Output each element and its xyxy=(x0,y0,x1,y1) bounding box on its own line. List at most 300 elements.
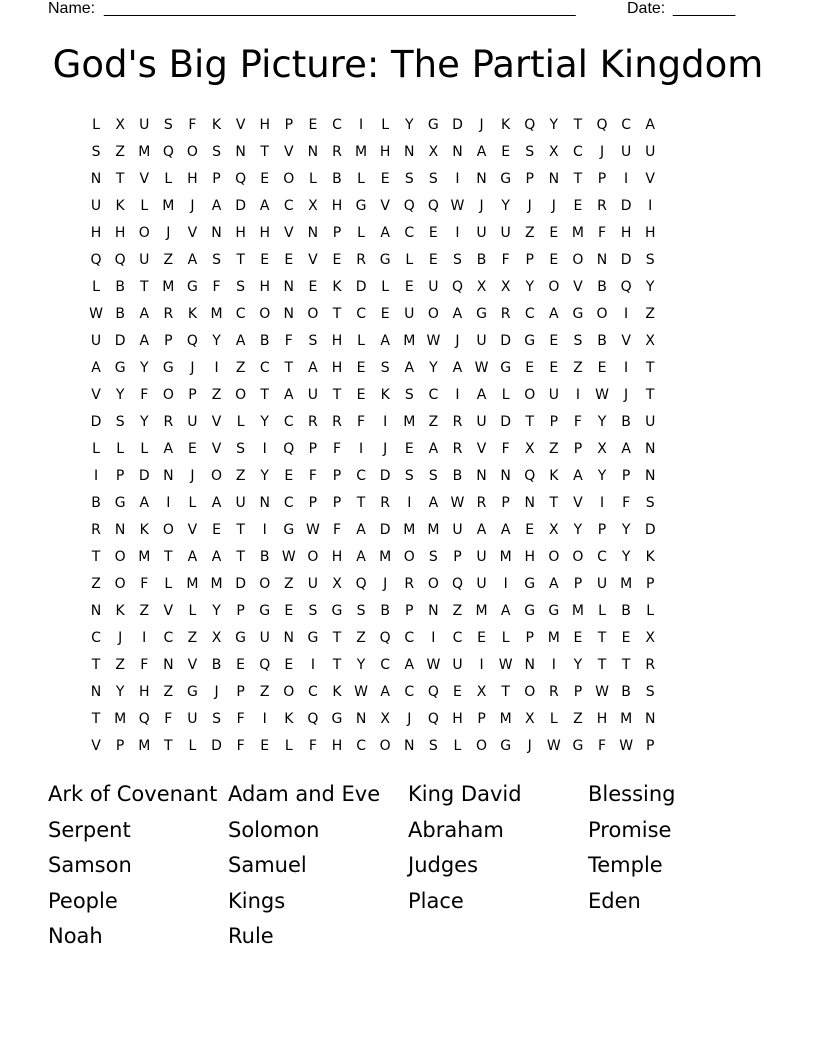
grid-letter[interactable]: O xyxy=(114,549,126,565)
grid-letter[interactable]: L xyxy=(501,387,510,403)
grid-letter[interactable]: Z xyxy=(163,684,174,700)
grid-letter[interactable]: C xyxy=(404,630,415,646)
grid-letter[interactable]: J xyxy=(190,360,195,376)
grid-letter[interactable]: U xyxy=(139,252,150,268)
grid-letter[interactable]: K xyxy=(501,117,511,133)
grid-letter[interactable]: W xyxy=(474,360,489,376)
grid-letter[interactable]: N xyxy=(90,684,102,700)
grid-letter[interactable]: P xyxy=(212,171,221,187)
grid-letter[interactable]: U xyxy=(187,711,198,727)
grid-letter[interactable]: I xyxy=(166,495,171,511)
grid-letter[interactable]: L xyxy=(381,279,390,295)
grid-letter[interactable]: O xyxy=(307,549,319,565)
grid-letter[interactable]: C xyxy=(356,738,366,754)
grid-letter[interactable]: O xyxy=(427,576,439,592)
grid-letter[interactable]: Y xyxy=(212,333,221,349)
grid-letter[interactable]: R xyxy=(91,522,101,538)
grid-letter[interactable]: Y xyxy=(115,684,125,700)
grid-letter[interactable]: L xyxy=(357,171,365,187)
grid-letter[interactable]: L xyxy=(188,738,197,754)
grid-letter[interactable]: O xyxy=(307,306,319,322)
grid-letter[interactable]: L xyxy=(598,603,606,619)
grid-letter[interactable]: N xyxy=(644,441,656,457)
grid-letter[interactable]: I xyxy=(359,117,364,133)
grid-letter[interactable]: S xyxy=(115,414,125,430)
grid-letter[interactable]: T xyxy=(332,306,342,322)
grid-letter[interactable]: F xyxy=(332,522,342,538)
grid-letter[interactable]: S xyxy=(645,684,655,700)
grid-letter[interactable]: E xyxy=(284,252,294,268)
grid-letter[interactable]: E xyxy=(501,144,511,160)
grid-letter[interactable]: B xyxy=(380,603,390,619)
grid-letter[interactable]: F xyxy=(622,495,631,511)
grid-letter[interactable]: I xyxy=(455,225,460,241)
grid-letter[interactable]: N xyxy=(404,738,415,754)
grid-letter[interactable]: A xyxy=(428,495,439,511)
grid-letter[interactable]: X xyxy=(308,198,318,214)
grid-letter[interactable]: T xyxy=(549,495,559,511)
grid-letter[interactable]: I xyxy=(455,387,460,403)
grid-letter[interactable]: T xyxy=(260,144,269,160)
grid-letter[interactable]: J xyxy=(166,225,171,241)
grid-letter[interactable]: K xyxy=(187,306,198,322)
grid-letter[interactable]: A xyxy=(356,549,366,565)
grid-letter[interactable]: M xyxy=(162,198,175,214)
grid-letter[interactable]: P xyxy=(573,441,583,457)
grid-letter[interactable]: U xyxy=(476,414,487,430)
grid-letter[interactable]: F xyxy=(308,738,317,754)
grid-letter[interactable]: C xyxy=(621,117,631,133)
grid-letter[interactable]: E xyxy=(356,360,366,376)
grid-letter[interactable]: R xyxy=(308,414,318,430)
grid-letter[interactable]: C xyxy=(283,198,294,214)
grid-letter[interactable]: E xyxy=(380,171,390,187)
grid-letter[interactable]: Q xyxy=(235,171,247,187)
grid-letter[interactable]: M xyxy=(620,576,633,592)
grid-letter[interactable]: Z xyxy=(187,630,198,646)
grid-letter[interactable]: P xyxy=(236,603,245,619)
grid-letter[interactable]: S xyxy=(404,387,414,403)
grid-letter[interactable]: L xyxy=(453,738,462,754)
grid-letter[interactable]: W xyxy=(450,198,465,214)
grid-letter[interactable]: D xyxy=(355,279,367,295)
grid-letter[interactable]: H xyxy=(524,549,535,565)
grid-letter[interactable]: Z xyxy=(259,684,270,700)
grid-letter[interactable]: U xyxy=(645,414,656,430)
grid-letter[interactable]: N xyxy=(476,171,487,187)
grid-letter[interactable]: M xyxy=(138,738,151,754)
grid-letter[interactable]: S xyxy=(236,441,246,457)
grid-letter[interactable]: I xyxy=(262,441,267,457)
grid-letter[interactable]: S xyxy=(163,117,173,133)
grid-letter[interactable]: S xyxy=(645,252,655,268)
grid-letter[interactable]: W xyxy=(426,333,441,349)
grid-letter[interactable]: W xyxy=(450,495,465,511)
grid-letter[interactable]: U xyxy=(235,495,246,511)
grid-letter[interactable]: I xyxy=(93,468,99,484)
grid-letter[interactable]: G xyxy=(186,279,198,295)
grid-letter[interactable]: C xyxy=(404,225,415,241)
grid-letter[interactable]: M xyxy=(379,549,392,565)
grid-letter[interactable]: A xyxy=(645,117,655,133)
grid-letter[interactable]: U xyxy=(90,333,102,349)
grid-letter[interactable]: L xyxy=(284,738,293,754)
grid-letter[interactable]: Z xyxy=(452,603,463,619)
grid-letter[interactable]: N xyxy=(596,252,608,268)
grid-letter[interactable]: E xyxy=(597,360,607,376)
grid-letter[interactable]: Q xyxy=(379,630,391,646)
grid-letter[interactable]: Q xyxy=(451,576,463,592)
grid-letter[interactable]: N xyxy=(476,468,487,484)
grid-letter[interactable]: L xyxy=(92,279,100,295)
grid-letter[interactable]: L xyxy=(381,117,390,133)
grid-letter[interactable]: A xyxy=(573,468,583,484)
grid-letter[interactable]: L xyxy=(357,333,365,349)
grid-letter[interactable]: L xyxy=(357,225,365,241)
grid-letter[interactable]: A xyxy=(284,387,294,403)
grid-letter[interactable]: K xyxy=(139,522,149,538)
grid-letter[interactable]: H xyxy=(620,225,632,241)
grid-letter[interactable]: H xyxy=(452,711,463,727)
grid-letter[interactable]: E xyxy=(477,630,486,646)
grid-letter[interactable]: X xyxy=(115,117,125,133)
date-field-line[interactable]: _______ xyxy=(673,0,736,17)
grid-letter[interactable]: V xyxy=(91,387,101,403)
grid-letter[interactable]: P xyxy=(525,252,534,268)
grid-letter[interactable]: Y xyxy=(573,522,583,538)
grid-letter[interactable]: E xyxy=(404,441,414,457)
grid-letter[interactable]: B xyxy=(332,171,342,187)
grid-letter[interactable]: I xyxy=(431,630,436,646)
grid-letter[interactable]: B xyxy=(621,684,631,700)
grid-letter[interactable]: S xyxy=(212,144,221,160)
grid-letter[interactable]: Z xyxy=(549,441,559,457)
grid-letter[interactable]: X xyxy=(476,279,487,295)
grid-letter[interactable]: D xyxy=(500,333,512,349)
grid-letter[interactable]: S xyxy=(236,279,246,295)
grid-letter[interactable]: H xyxy=(259,225,270,241)
grid-letter[interactable]: G xyxy=(355,198,367,214)
grid-letter[interactable]: D xyxy=(138,468,150,484)
grid-letter[interactable]: A xyxy=(500,522,511,538)
grid-letter[interactable]: D xyxy=(452,117,463,133)
grid-letter[interactable]: X xyxy=(500,279,511,295)
grid-letter[interactable]: I xyxy=(383,414,388,430)
grid-letter[interactable]: U xyxy=(452,657,463,673)
grid-letter[interactable]: X xyxy=(332,576,342,592)
grid-letter[interactable]: P xyxy=(525,171,534,187)
grid-letter[interactable]: A xyxy=(428,441,439,457)
grid-letter[interactable]: R xyxy=(332,414,342,430)
grid-letter[interactable]: C xyxy=(259,360,270,376)
grid-letter[interactable]: X xyxy=(428,144,439,160)
grid-letter[interactable]: R xyxy=(163,306,174,322)
grid-letter[interactable]: Y xyxy=(597,414,607,430)
grid-letter[interactable]: K xyxy=(211,117,222,133)
grid-letter[interactable]: A xyxy=(476,387,487,403)
grid-letter[interactable]: Z xyxy=(235,360,246,376)
grid-letter[interactable]: Z xyxy=(284,576,294,592)
grid-letter[interactable]: R xyxy=(332,144,342,160)
grid-letter[interactable]: S xyxy=(428,468,438,484)
grid-letter[interactable]: D xyxy=(500,414,512,430)
grid-letter[interactable]: I xyxy=(648,198,653,214)
grid-letter[interactable]: Z xyxy=(115,657,125,673)
grid-letter[interactable]: G xyxy=(186,684,198,700)
grid-letter[interactable]: D xyxy=(235,576,246,592)
grid-letter[interactable]: E xyxy=(549,225,559,241)
grid-letter[interactable]: E xyxy=(236,657,246,673)
grid-letter[interactable]: F xyxy=(501,252,510,268)
grid-letter[interactable]: I xyxy=(262,711,267,727)
grid-letter[interactable]: P xyxy=(621,468,631,484)
grid-letter[interactable]: A xyxy=(380,684,390,700)
grid-letter[interactable]: I xyxy=(455,171,460,187)
grid-letter[interactable]: B xyxy=(621,603,631,619)
grid-letter[interactable]: X xyxy=(211,630,222,646)
grid-letter[interactable]: B xyxy=(597,333,607,349)
grid-letter[interactable]: L xyxy=(116,441,125,457)
grid-letter[interactable]: I xyxy=(479,657,484,673)
grid-letter[interactable]: W xyxy=(619,738,634,754)
grid-letter[interactable]: I xyxy=(624,306,629,322)
grid-letter[interactable]: D xyxy=(379,468,391,484)
grid-letter[interactable]: L xyxy=(236,414,245,430)
grid-letter[interactable]: J xyxy=(479,198,484,214)
grid-letter[interactable]: N xyxy=(211,225,222,241)
grid-letter[interactable]: V xyxy=(573,495,583,511)
grid-letter[interactable]: G xyxy=(548,603,560,619)
grid-letter[interactable]: D xyxy=(114,333,126,349)
grid-letter[interactable]: H xyxy=(90,225,102,241)
grid-letter[interactable]: S xyxy=(356,603,366,619)
grid-letter[interactable]: A xyxy=(139,306,150,322)
grid-letter[interactable]: F xyxy=(597,225,607,241)
grid-letter[interactable]: L xyxy=(164,576,173,592)
grid-letter[interactable]: U xyxy=(548,387,559,403)
grid-letter[interactable]: X xyxy=(524,441,535,457)
grid-letter[interactable]: Y xyxy=(260,414,269,430)
grid-letter[interactable]: Q xyxy=(524,468,536,484)
grid-letter[interactable]: E xyxy=(284,603,294,619)
grid-letter[interactable]: I xyxy=(575,387,580,403)
grid-letter[interactable]: T xyxy=(501,684,510,700)
grid-letter[interactable]: Y xyxy=(212,603,221,619)
grid-letter[interactable]: Z xyxy=(235,468,246,484)
grid-letter[interactable]: J xyxy=(214,684,219,700)
grid-letter[interactable]: O xyxy=(476,738,488,754)
grid-letter[interactable]: O xyxy=(572,252,584,268)
grid-letter[interactable]: O xyxy=(114,576,126,592)
grid-letter[interactable]: U xyxy=(645,144,656,160)
grid-letter[interactable]: F xyxy=(332,441,342,457)
grid-letter[interactable]: J xyxy=(624,387,629,403)
grid-letter[interactable]: V xyxy=(284,144,294,160)
grid-letter[interactable]: C xyxy=(308,684,318,700)
grid-letter[interactable]: P xyxy=(332,495,342,511)
grid-letter[interactable]: L xyxy=(164,171,173,187)
grid-letter[interactable]: U xyxy=(428,279,439,295)
grid-letter[interactable]: Z xyxy=(91,576,101,592)
grid-letter[interactable]: B xyxy=(259,333,270,349)
grid-letter[interactable]: O xyxy=(283,684,295,700)
grid-letter[interactable]: E xyxy=(453,684,462,700)
grid-letter[interactable]: I xyxy=(359,441,364,457)
grid-letter[interactable]: V xyxy=(476,441,487,457)
grid-letter[interactable]: O xyxy=(548,279,560,295)
grid-letter[interactable]: L xyxy=(140,441,149,457)
grid-letter[interactable]: Y xyxy=(597,468,607,484)
grid-letter[interactable]: W xyxy=(546,738,561,754)
grid-letter[interactable]: E xyxy=(549,333,559,349)
grid-letter[interactable]: G xyxy=(283,522,295,538)
grid-letter[interactable]: U xyxy=(307,576,319,592)
grid-letter[interactable]: U xyxy=(139,117,150,133)
grid-letter[interactable]: N xyxy=(163,657,174,673)
grid-letter[interactable]: A xyxy=(452,306,463,322)
grid-letter[interactable]: T xyxy=(236,252,245,268)
grid-letter[interactable]: M xyxy=(138,549,151,565)
grid-letter[interactable]: N xyxy=(644,711,656,727)
grid-letter[interactable]: K xyxy=(380,387,390,403)
grid-letter[interactable]: I xyxy=(310,657,315,673)
grid-letter[interactable]: O xyxy=(162,522,174,538)
grid-letter[interactable]: D xyxy=(235,198,246,214)
grid-letter[interactable]: J xyxy=(383,441,388,457)
grid-letter[interactable]: Q xyxy=(186,333,198,349)
grid-letter[interactable]: U xyxy=(259,630,270,646)
grid-letter[interactable]: Y xyxy=(115,387,125,403)
grid-letter[interactable]: I xyxy=(214,360,219,376)
grid-letter[interactable]: Z xyxy=(115,144,125,160)
grid-letter[interactable]: A xyxy=(476,522,487,538)
grid-letter[interactable]: K xyxy=(115,198,125,214)
grid-letter[interactable]: Y xyxy=(573,657,583,673)
grid-letter[interactable]: Z xyxy=(573,360,583,376)
grid-letter[interactable]: U xyxy=(476,549,487,565)
grid-letter[interactable]: C xyxy=(163,630,174,646)
grid-letter[interactable]: H xyxy=(138,684,150,700)
grid-letter[interactable]: Y xyxy=(501,198,510,214)
grid-letter[interactable]: F xyxy=(164,711,173,727)
grid-letter[interactable]: U xyxy=(307,387,319,403)
grid-letter[interactable]: I xyxy=(407,495,412,511)
grid-letter[interactable]: W xyxy=(305,522,320,538)
grid-letter[interactable]: N xyxy=(163,468,174,484)
grid-letter[interactable]: W xyxy=(281,549,296,565)
grid-letter[interactable]: V xyxy=(645,171,655,187)
grid-letter[interactable]: E xyxy=(308,117,318,133)
grid-letter[interactable]: C xyxy=(573,144,583,160)
grid-letter[interactable]: H xyxy=(259,117,270,133)
grid-letter[interactable]: J xyxy=(383,576,388,592)
grid-letter[interactable]: P xyxy=(645,738,655,754)
grid-letter[interactable]: O xyxy=(283,171,295,187)
grid-letter[interactable]: M xyxy=(138,144,151,160)
grid-letter[interactable]: B xyxy=(476,252,487,268)
grid-letter[interactable]: Q xyxy=(403,198,415,214)
grid-letter[interactable]: T xyxy=(91,549,101,565)
grid-letter[interactable]: Y xyxy=(645,279,655,295)
grid-letter[interactable]: K xyxy=(332,684,342,700)
grid-letter[interactable]: T xyxy=(236,549,245,565)
grid-letter[interactable]: F xyxy=(140,657,149,673)
grid-letter[interactable]: T xyxy=(356,495,366,511)
grid-letter[interactable]: C xyxy=(380,657,391,673)
grid-letter[interactable]: Z xyxy=(645,306,655,322)
grid-letter[interactable]: N xyxy=(90,603,102,619)
grid-letter[interactable]: V xyxy=(187,522,198,538)
grid-letter[interactable]: J xyxy=(527,738,532,754)
grid-letter[interactable]: C xyxy=(428,387,439,403)
grid-letter[interactable]: D xyxy=(379,522,391,538)
grid-letter[interactable]: A xyxy=(211,198,222,214)
grid-letter[interactable]: K xyxy=(115,603,125,619)
grid-letter[interactable]: V xyxy=(139,171,150,187)
grid-letter[interactable]: K xyxy=(645,549,655,565)
grid-letter[interactable]: M xyxy=(114,711,127,727)
grid-letter[interactable]: J xyxy=(190,198,195,214)
grid-letter[interactable]: O xyxy=(162,387,174,403)
grid-letter[interactable]: W xyxy=(89,306,103,322)
grid-letter[interactable]: T xyxy=(139,279,149,295)
grid-letter[interactable]: G xyxy=(114,495,126,511)
grid-letter[interactable]: O xyxy=(379,738,391,754)
grid-letter[interactable]: U xyxy=(476,225,487,241)
grid-letter[interactable]: G xyxy=(500,171,512,187)
grid-letter[interactable]: Z xyxy=(163,252,174,268)
name-field-line[interactable]: _____________________________________________________ xyxy=(104,0,576,17)
grid-letter[interactable]: Y xyxy=(549,117,559,133)
grid-letter[interactable]: F xyxy=(140,576,149,592)
grid-letter[interactable]: M xyxy=(403,522,416,538)
grid-letter[interactable]: Q xyxy=(162,144,174,160)
grid-letter[interactable]: S xyxy=(308,603,318,619)
grid-letter[interactable]: H xyxy=(114,225,126,241)
grid-letter[interactable]: E xyxy=(260,738,270,754)
grid-letter[interactable]: Z xyxy=(356,630,366,646)
grid-letter[interactable]: O xyxy=(259,576,271,592)
grid-letter[interactable]: B xyxy=(211,657,222,673)
grid-letter[interactable]: T xyxy=(597,657,607,673)
grid-letter[interactable]: L xyxy=(92,441,100,457)
grid-letter[interactable]: M xyxy=(427,522,440,538)
grid-letter[interactable]: O xyxy=(138,225,150,241)
grid-letter[interactable]: T xyxy=(164,549,173,565)
grid-letter[interactable]: S xyxy=(573,333,583,349)
grid-letter[interactable]: B xyxy=(621,414,631,430)
grid-letter[interactable]: W xyxy=(426,657,441,673)
grid-letter[interactable]: A xyxy=(91,360,101,376)
grid-letter[interactable]: G xyxy=(572,738,584,754)
grid-letter[interactable]: C xyxy=(235,306,246,322)
grid-letter[interactable]: M xyxy=(186,576,199,592)
grid-letter[interactable]: N xyxy=(548,171,560,187)
grid-letter[interactable]: J xyxy=(455,333,460,349)
grid-letter[interactable]: P xyxy=(477,711,486,727)
grid-letter[interactable]: L xyxy=(405,252,414,268)
grid-letter[interactable]: S xyxy=(428,738,438,754)
grid-letter[interactable]: B xyxy=(115,306,125,322)
grid-letter[interactable]: H xyxy=(235,225,246,241)
grid-letter[interactable]: X xyxy=(597,441,607,457)
grid-letter[interactable]: A xyxy=(187,252,198,268)
grid-letter[interactable]: F xyxy=(308,468,317,484)
grid-letter[interactable]: U xyxy=(620,144,632,160)
grid-letter[interactable]: G xyxy=(162,360,174,376)
grid-letter[interactable]: T xyxy=(236,522,245,538)
grid-letter[interactable]: L xyxy=(308,171,317,187)
